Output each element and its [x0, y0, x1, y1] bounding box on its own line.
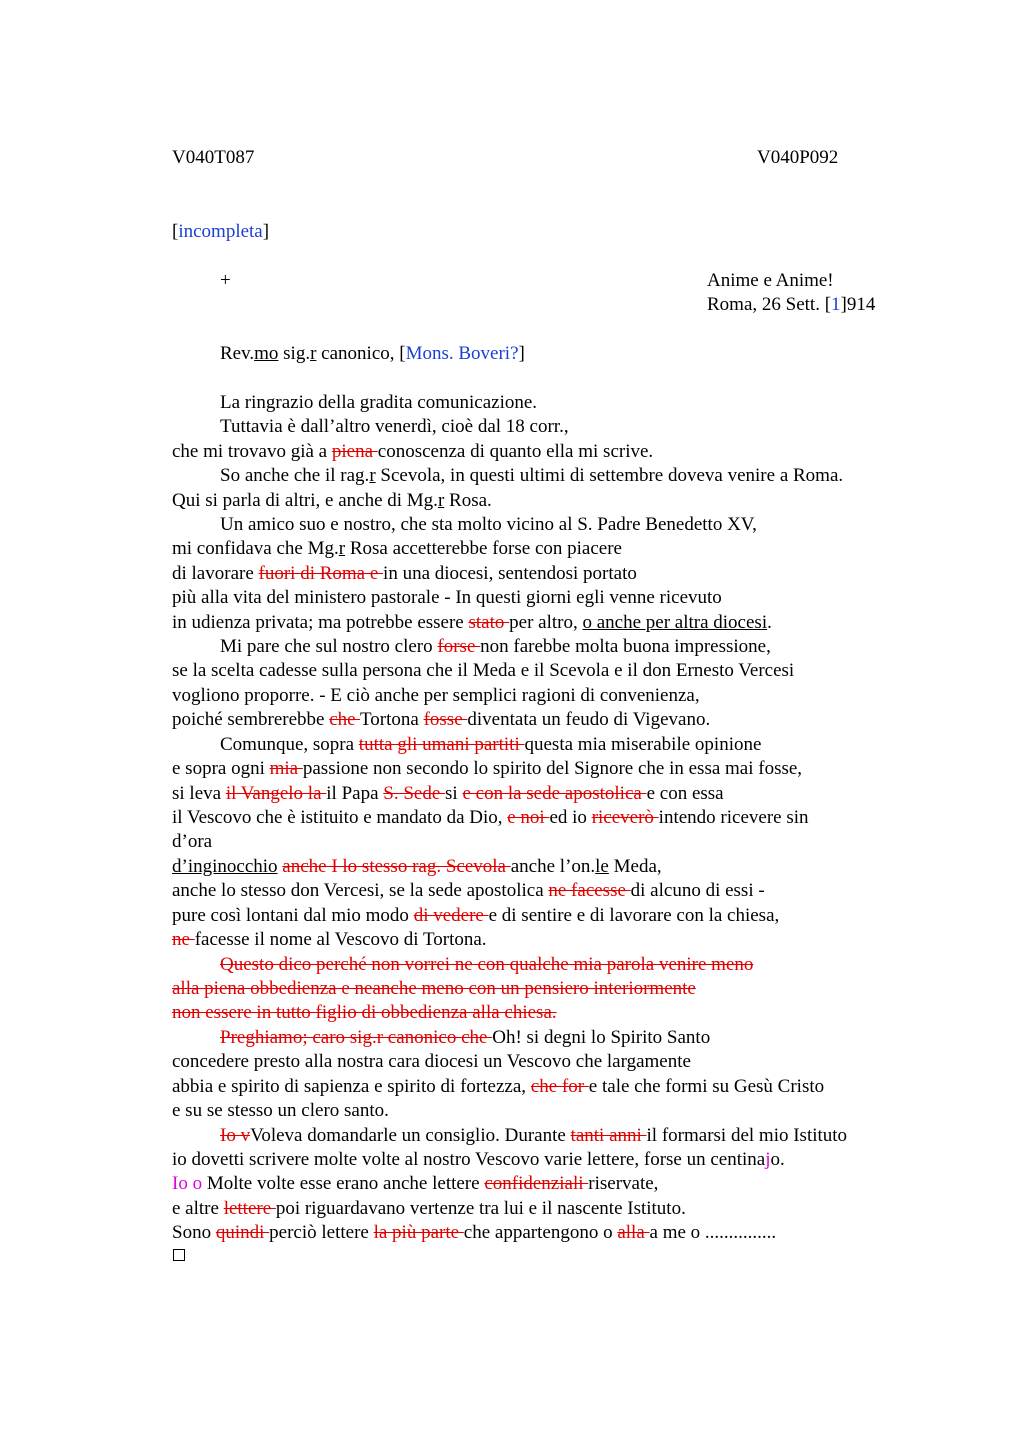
text-line: il Vescovo che è istituito e mandato da Dio, e noi ed io riceverò intendo ricevere sin [172, 807, 809, 828]
insertion: Io o [172, 1173, 203, 1194]
status-note: [incompleta] [172, 221, 270, 242]
deletion: tutta gli umani partiti [358, 734, 525, 755]
text-line: Sono quindi perciò lettere la più parte che appartengono o alla a me o ............... [172, 1222, 777, 1243]
salutation: Rev.mo sig.r canonico, [Mons. Boveri?] [220, 343, 525, 364]
text-line [172, 1001, 557, 1025]
deletion: alla [617, 1222, 650, 1243]
deletion: ne facesse [548, 880, 631, 901]
text-line: anche lo stesso don Vercesi, se la sede apostolica ne facesse di alcuno di essi - [172, 880, 765, 901]
deletion: Questo dico perché non vorrei ne con qualche mia parola venire meno [220, 954, 754, 975]
deletion: confidenziali [484, 1173, 589, 1194]
deletion: piena [331, 441, 378, 462]
text-line: vogliono proporre. - E ciò anche per semplici ragioni di convenienza, [172, 685, 700, 706]
text-line: poiché sembrerebbe che Tortona fosse diventata un feudo di Vigevano. [172, 709, 711, 730]
end-square-icon [173, 1249, 185, 1261]
deletion: non essere in tutto figlio di obbedienza alla chiesa. [172, 1002, 557, 1023]
deletion: fuori di Roma e [258, 563, 384, 584]
text-line: mi confidava che Mg.r Rosa accetterebbe forse con piacere [172, 538, 622, 559]
text-line: d’ora [172, 831, 213, 852]
deletion: Io v [220, 1125, 251, 1146]
deletion: anche I lo stesso rag. Scevola [282, 856, 511, 877]
text-line: e su se stesso un clero santo. [172, 1100, 389, 1121]
motto: Anime e Anime! [707, 270, 834, 291]
deletion: stato [468, 612, 510, 633]
deletion: tanti anni [570, 1125, 647, 1146]
text-line: di lavorare fuori di Roma e in una diocesi, sentendosi portato [172, 563, 637, 584]
deletion: S. Sede [383, 783, 446, 804]
deletion: fosse [423, 709, 468, 730]
text-line [172, 977, 696, 1001]
insertion: j [765, 1149, 771, 1170]
text-line: abbia e spirito di sapienza e spirito di fortezza, che for e tale che formi su Gesù Cristo [172, 1076, 825, 1097]
text-line: La ringrazio della gradita comunicazione. [220, 392, 538, 413]
deletion: alla piena obbedienza e neanche meno con un pensiero interiormente [172, 978, 696, 999]
text-line: e sopra ogni mia passione non secondo lo spirito del Signore che in essa mai fosse, [172, 758, 803, 779]
deletion: riceverò [591, 807, 659, 828]
right-archive-code: V040P092 [757, 147, 839, 168]
text-line: ne facesse il nome al Vescovo di Tortona. [172, 929, 487, 950]
text-line [220, 953, 753, 977]
text-line: Comunque, sopra tutta gli umani partiti questa mia miserabile opinione [220, 734, 762, 755]
text-line: Qui si parla di altri, e anche di Mg.r Rosa. [172, 490, 492, 511]
text-line: d’inginocchio anche I lo stesso rag. Scevola anche l’on.le Meda, [172, 856, 662, 877]
text-line: Un amico suo e nostro, che sta molto vicino al S. Padre Benedetto XV, [220, 514, 757, 535]
text-line: in udienza privata; ma potrebbe essere stato per altro, o anche per altra diocesi. [172, 612, 772, 633]
left-archive-code: V040T087 [172, 147, 255, 168]
text-line: Preghiamo; caro sig.r canonico che Oh! si degni lo Spirito Santo [220, 1027, 711, 1048]
text-line: Io o Molte volte esse erano anche lettere confidenziali riservate, [172, 1173, 659, 1194]
deletion: lettere [223, 1198, 276, 1219]
deletion: Preghiamo; caro sig.r canonico che [220, 1027, 493, 1048]
status-note-text: incompleta [178, 221, 263, 242]
text-line: che mi trovavo già a piena conoscenza di quanto ella mi scrive. [172, 441, 654, 462]
deletion: mia [269, 758, 303, 779]
deletion: che for [530, 1076, 589, 1097]
cross-symbol: + [220, 270, 231, 291]
editor-note: Mons. Boveri? [405, 343, 519, 364]
deletion: e con la sede apostolica [462, 783, 647, 804]
place-date: Roma, 26 Sett. [1]914 [707, 294, 876, 315]
text-line: Mi pare che sul nostro clero forse non farebbe molta buona impressione, [220, 636, 771, 657]
text-line: concedere presto alla nostra cara diocesi un Vescovo che largamente [172, 1051, 691, 1072]
deletion: la più parte [373, 1222, 464, 1243]
deletion: forse [437, 636, 481, 657]
text-line: pure così lontani dal mio modo di vedere e di sentire e di lavorare con la chiesa, [172, 905, 780, 926]
deletion: di vedere [413, 905, 489, 926]
deletion: ne [172, 929, 195, 950]
deletion: e noi [507, 807, 550, 828]
text-line: io dovetti scrivere molte volte al nostro Vescovo varie lettere, forse un centinajo. [172, 1149, 785, 1170]
text-line: più alla vita del ministero pastorale - In questi giorni egli venne ricevuto [172, 587, 722, 608]
deletion: che [329, 709, 360, 730]
text-line: si leva il Vangelo la il Papa S. Sede si e con la sede apostolica e con essa [172, 783, 724, 804]
text-line: e altre lettere poi riguardavano vertenze tra lui e il nascente Istituto. [172, 1198, 686, 1219]
text-line: se la scelta cadesse sulla persona che il Meda e il Scevola e il don Ernesto Vercesi [172, 660, 795, 681]
deletion: quindi [215, 1222, 270, 1243]
deletion: il Vangelo la [225, 783, 327, 804]
text-line: Tuttavia è dall’altro venerdì, cioè dal 18 corr., [220, 416, 569, 437]
text-line: So anche che il rag.r Scevola, in questi ultimi di settembre doveva venire a Roma. [220, 465, 844, 486]
text-line: Io vVoleva domandarle un consiglio. Durante tanti anni il formarsi del mio Istituto [220, 1125, 848, 1146]
